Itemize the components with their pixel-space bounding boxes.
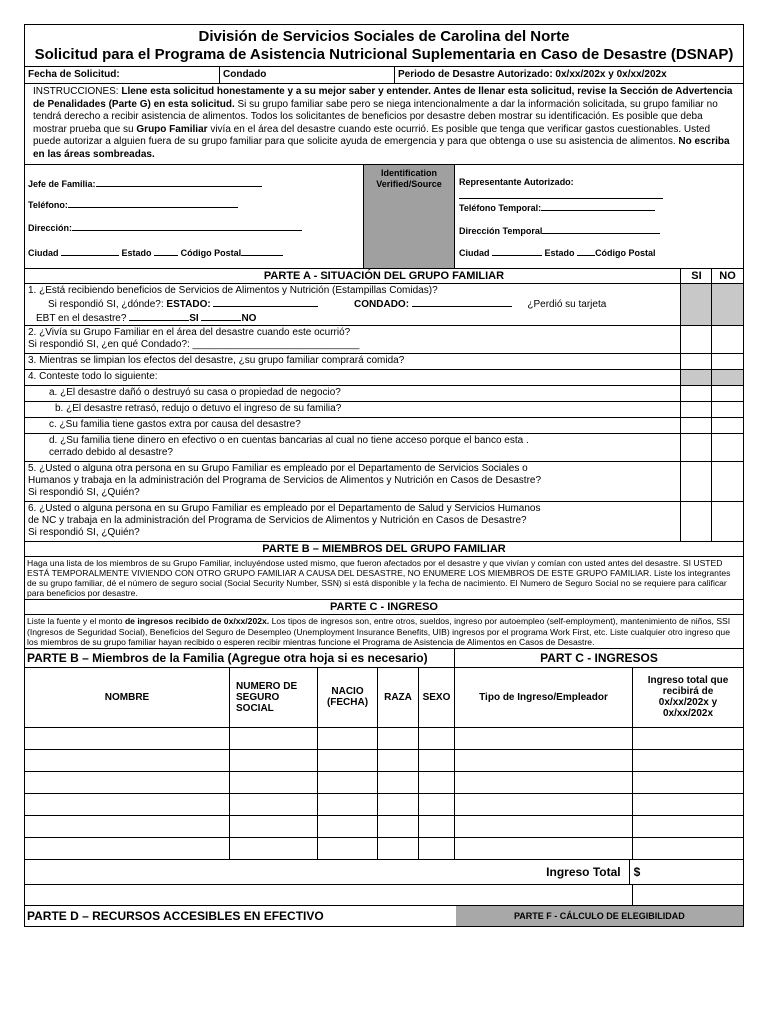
- estado-temporal-label: Estado: [544, 247, 575, 258]
- col-sexo: SEXO: [419, 668, 455, 728]
- col-ssn: NUMERO DE SEGURO SOCIAL: [230, 668, 318, 728]
- ingreso-total-value[interactable]: $: [633, 864, 641, 879]
- question-1-text: 1. ¿Está recibiendo beneficios de Servicios de Alimentos y Nutrición (Estampillas Comidas)?: [28, 284, 438, 296]
- question-4a: a. ¿El desastre dañó o destruyó su casa o propiedad de negocio?: [25, 386, 681, 402]
- representante-field[interactable]: [459, 177, 574, 187]
- q4b-si-cell[interactable]: [681, 402, 712, 418]
- member-row-4-total[interactable]: [633, 794, 743, 816]
- q1-ebt-label: EBT en el desastre?: [36, 312, 127, 324]
- q1-condado-label: CONDADO:: [354, 298, 410, 310]
- telefono-field[interactable]: [28, 198, 238, 210]
- direccion-temporal-field[interactable]: [459, 224, 660, 236]
- question-4c: c. ¿Su familia tiene gastos extra por causa del desastre?: [25, 418, 681, 434]
- instructions-text-2: vivía en el área del desastre cuando este ocurrió. Es posible que tenga que verificar gastos cuestionables. Usted puede autorizar a alguien fuera de su grupo familiar para que solicite ayuda de emergencia y para que obtenga o use su asistencia de alimentos.: [33, 123, 711, 148]
- question-4d: d. ¿Su familia tiene dinero en efectivo o en cuentas bancarias al cual no tiene acceso porque el banco esta . cerrado debido al desastre?: [25, 434, 681, 462]
- q4d-si-cell[interactable]: [681, 434, 712, 462]
- si-column-header: SI: [680, 269, 712, 283]
- member-row-1-tipo[interactable]: [455, 728, 633, 750]
- representante-label: Representante Autorizado:: [459, 176, 574, 187]
- parte-b-title: PARTE B – MIEMBROS DEL GRUPO FAMILIAR: [262, 542, 506, 555]
- member-row-4-tipo[interactable]: [455, 794, 633, 816]
- instructions: [25, 84, 743, 165]
- member-row-6-total[interactable]: [633, 838, 743, 860]
- q6-si-cell[interactable]: [681, 502, 712, 542]
- members-heading-row: [25, 649, 743, 668]
- instructions-bold-2: Grupo Familiar: [136, 123, 208, 135]
- instructions-lead: INSTRUCCIONES:: [33, 86, 119, 97]
- member-row-5-ssn[interactable]: [230, 816, 318, 838]
- estado-label: Estado: [121, 247, 152, 258]
- form-title: [25, 25, 743, 67]
- member-row-5-nombre[interactable]: [25, 816, 230, 838]
- member-row-2-raza[interactable]: [378, 750, 419, 772]
- member-row-2-nacio[interactable]: [318, 750, 378, 772]
- member-row-4-ssn[interactable]: [230, 794, 318, 816]
- ciudad-temporal-field[interactable]: [459, 246, 656, 258]
- q1-no-option[interactable]: NO: [241, 312, 257, 324]
- member-row-6-sexo[interactable]: [419, 838, 455, 860]
- representante-line: [459, 189, 663, 201]
- member-row-5-raza[interactable]: [378, 816, 419, 838]
- q1-no-cell: [712, 284, 743, 326]
- member-row-3-sexo[interactable]: [419, 772, 455, 794]
- parte-a-title: PARTE A - SITUACIÓN DEL GRUPO FAMILIAR: [263, 269, 505, 282]
- direccion-temporal-label: Dirección Temporal: [459, 225, 543, 236]
- ingreso-total-label: Ingreso Total: [25, 860, 630, 884]
- member-row-1-total[interactable]: [633, 728, 743, 750]
- parte-c-text-b: de ingresos recibido de 0x/xx/202x.: [124, 616, 270, 627]
- member-row-1-nacio[interactable]: [318, 728, 378, 750]
- member-row-3-ssn[interactable]: [230, 772, 318, 794]
- parte-a-heading: [25, 269, 743, 284]
- q1-si-cell: [681, 284, 712, 326]
- fecha-field[interactable]: Fecha de Solicitud:: [25, 67, 220, 83]
- question-4b: b. ¿El desastre retrasó, redujo o detuvo el ingreso de su familia?: [25, 402, 681, 418]
- question-3: 3. Mientras se limpian los efectos del desastre, ¿su grupo familiar comprará comida?: [25, 354, 681, 370]
- ingreso-total-row: [25, 860, 743, 885]
- member-row-1-nombre[interactable]: [25, 728, 230, 750]
- q2-si-cell[interactable]: [681, 326, 712, 354]
- members-table: [25, 668, 743, 906]
- member-row-5-total[interactable]: [633, 816, 743, 838]
- member-row-3-tipo[interactable]: [455, 772, 633, 794]
- q1-estado-label: ESTADO:: [166, 298, 211, 310]
- parte-c-title: PARTE C - INGRESO: [330, 601, 438, 614]
- direccion-label: Dirección:: [28, 222, 73, 233]
- question-5: 5. ¿Usted o alguna otra persona en su Grupo Familiar es empleado por el Departamento de Servicios Sociales o Humanos y trabaja en la administración del Programa de Servicios de Alimentos y Nutrición en Casos de Desastre? Si respondió SI, ¿Quién?: [25, 462, 681, 502]
- header-fields: [25, 67, 743, 84]
- codigo-temporal-label: Código Postal: [595, 247, 656, 258]
- member-row-4-sexo[interactable]: [419, 794, 455, 816]
- member-row-3-nombre[interactable]: [25, 772, 230, 794]
- member-row-6-tipo[interactable]: [455, 838, 633, 860]
- codigo-label: Código Postal: [180, 247, 242, 258]
- parte-b-heading: [25, 542, 743, 557]
- instructions-text-1: Si su grupo familiar sabe pero se niega intencionalmente a dar la información solicitada, su grupo familiar no tendrá derecho a recibir asistencia de alimentos. Todos los solicitantes de beneficios por desastre deben mostrar su identificación. Es posible que deba mostrar prueba que su: [33, 98, 718, 135]
- member-row-4-raza[interactable]: [378, 794, 419, 816]
- direccion-field[interactable]: [28, 221, 302, 233]
- q4d-no-cell[interactable]: [712, 434, 743, 462]
- jefe-field[interactable]: [28, 177, 262, 189]
- member-row-5-tipo[interactable]: [455, 816, 633, 838]
- q3-si-cell[interactable]: [681, 354, 712, 370]
- member-row-2-sexo[interactable]: [419, 750, 455, 772]
- ciudad-label: Ciudad: [28, 247, 59, 258]
- parte-c-text-a: Liste la fuente y el monto: [27, 616, 123, 627]
- parte-c-text-c: Los tipos de ingresos son, entre otros, sueldos, ingreso por autoempleo (self-employment), mantenimiento de niños, SSI (Ingresos de Seguridad Social), Beneficios del Seguro de Desempleo (Unemployment Insurance Benefits, UIB) ingresos por el programa Work First, etc. Liste cualquier otro ingreso que los miembros de su grupo familiar hayan recibido o esperen recibir mientras funcione el Programa de Asistencia de Alimentos en Casos de Desastre.: [27, 616, 731, 647]
- member-row-1-sexo[interactable]: [419, 728, 455, 750]
- condado-field[interactable]: Condado: [220, 67, 395, 83]
- dsnap-application-form: [24, 24, 744, 927]
- q1-where-label: Si respondió SI, ¿dónde?:: [48, 298, 164, 310]
- member-row-3-total[interactable]: [633, 772, 743, 794]
- jefe-label: Jefe de Familia:: [28, 178, 96, 189]
- question-2: 2. ¿Vivía su Grupo Familiar en el área del desastre cuando este ocurrió? Si respondió SI, ¿en qué Condado?: ______________________________: [25, 326, 681, 354]
- question-1: [25, 284, 681, 326]
- telefono-temporal-field[interactable]: [459, 201, 655, 213]
- q4-si-cell: [681, 370, 712, 386]
- q4b-no-cell[interactable]: [712, 402, 743, 418]
- title-line-1: División de Servicios Sociales de Carolina del Norte: [198, 28, 570, 45]
- q5-no-cell[interactable]: [712, 462, 743, 502]
- parte-c-heading: [25, 600, 743, 615]
- identification-label: Identification: [381, 167, 437, 178]
- member-row-6-raza[interactable]: [378, 838, 419, 860]
- question-4: 4. Conteste todo lo siguiente:: [25, 370, 681, 386]
- q1-condado-input[interactable]: [412, 297, 512, 307]
- col-tipo: Tipo de Ingreso/Empleador: [455, 668, 633, 728]
- parte-c-text: [25, 615, 743, 649]
- member-row-6-ssn[interactable]: [230, 838, 318, 860]
- member-row-5-nacio[interactable]: [318, 816, 378, 838]
- q1-si-option[interactable]: SI: [189, 312, 199, 324]
- member-row-2-ssn[interactable]: [230, 750, 318, 772]
- question-6: 6. ¿Usted o alguna persona en su Grupo Familiar es empleado por el Departamento de Salud y Servicios Humanos de NC y trabaja en la administración del Programa de Servicios de Alimentos y Nutrición en Casos de Desastre? Si respondió SI, ¿Quién?: [25, 502, 681, 542]
- member-row-2-total[interactable]: [633, 750, 743, 772]
- member-row-3-nacio[interactable]: [318, 772, 378, 794]
- ciudad-field[interactable]: [28, 246, 283, 258]
- footer-row: [25, 906, 743, 926]
- verified-source-label: Verified/Source: [376, 178, 442, 189]
- instructions-bold-3: No escriba en las áreas sombreadas.: [33, 136, 730, 160]
- q2-no-cell[interactable]: [712, 326, 743, 354]
- member-row-1-raza[interactable]: [378, 728, 419, 750]
- member-row-4-nombre[interactable]: [25, 794, 230, 816]
- q4-no-cell: [712, 370, 743, 386]
- parte-a-questions: [25, 284, 743, 542]
- instructions-bold-1: Llene esta solicitud honestamente y a su mejor saber y entender. Antes de llenar esta solicitud, revise la Sección de Advertencia de Penalidades (Parte G) en esta solicitud.: [33, 86, 733, 110]
- col-nombre: NOMBRE: [25, 668, 230, 728]
- identification-box: [363, 165, 455, 268]
- member-row-5-sexo[interactable]: [419, 816, 455, 838]
- contact-block: [25, 165, 743, 269]
- parte-f-heading: PARTE F - CÁLCULO DE ELEGIBILIDAD: [456, 906, 743, 926]
- parte-b-text: Haga una lista de los miembros de su Grupo Familiar, incluyéndose usted mismo, que fueron afectados por el desastre y que vivían y comían con usted antes del desastre. SI USTED ESTÁ TEMPORALMENTE VIVIENDO CON OTRO GRUPO FAMILIAR A CAUSA DEL DESASTRE, NO ENUMERE LOS MIEMBROS DE ESTE GRUPO FAMILIAR. Liste los integrantes de su grupo familiar, dé el número de seguro social (Social Security Number, SSN) si está disponible y la fecha de nacimiento. El Numero de Seguro Social no se requiere para calificar para beneficios por desastre.: [25, 557, 743, 601]
- members-right-heading: PART C - INGRESOS: [540, 650, 658, 665]
- ciudad-temporal-label: Ciudad: [459, 247, 490, 258]
- q4a-no-cell[interactable]: [712, 386, 743, 402]
- member-row-3-raza[interactable]: [378, 772, 419, 794]
- col-nacio: NACIO (FECHA): [318, 668, 378, 728]
- members-left-heading: PARTE B – Miembros de la Familia (Agregue otra hoja si es necesario): [25, 649, 455, 667]
- no-column-header: NO: [711, 269, 743, 283]
- q5-si-cell[interactable]: [681, 462, 712, 502]
- spacer-row: [25, 885, 743, 906]
- q1-estado-input[interactable]: [213, 297, 318, 307]
- member-row-4-nacio[interactable]: [318, 794, 378, 816]
- telefono-temporal-label: Teléfono Temporal:: [459, 202, 542, 213]
- periodo-field: Periodo de Desastre Autorizado: 0x/xx/202x y 0x/xx/202x: [398, 69, 667, 80]
- q3-no-cell[interactable]: [712, 354, 743, 370]
- q4c-si-cell[interactable]: [681, 418, 712, 434]
- telefono-label: Teléfono:: [28, 199, 68, 210]
- q6-no-cell[interactable]: [712, 502, 743, 542]
- member-row-1-ssn[interactable]: [230, 728, 318, 750]
- q1-perdio-label: ¿Perdió su tarjeta: [527, 298, 607, 310]
- title-line-2: Solicitud para el Programa de Asistencia Nutricional Suplementaria en Caso de Desastre (DSNAP): [34, 46, 734, 63]
- member-row-2-nombre[interactable]: [25, 750, 230, 772]
- q4c-no-cell[interactable]: [712, 418, 743, 434]
- col-raza: RAZA: [378, 668, 419, 728]
- col-total: Ingreso total que recibirá de 0x/xx/202x y 0x/xx/202x: [633, 668, 743, 728]
- member-row-6-nombre[interactable]: [25, 838, 230, 860]
- parte-d-heading: PARTE D – RECURSOS ACCESIBLES EN EFECTIVO: [27, 908, 324, 923]
- q4a-si-cell[interactable]: [681, 386, 712, 402]
- member-row-2-tipo[interactable]: [455, 750, 633, 772]
- member-row-6-nacio[interactable]: [318, 838, 378, 860]
